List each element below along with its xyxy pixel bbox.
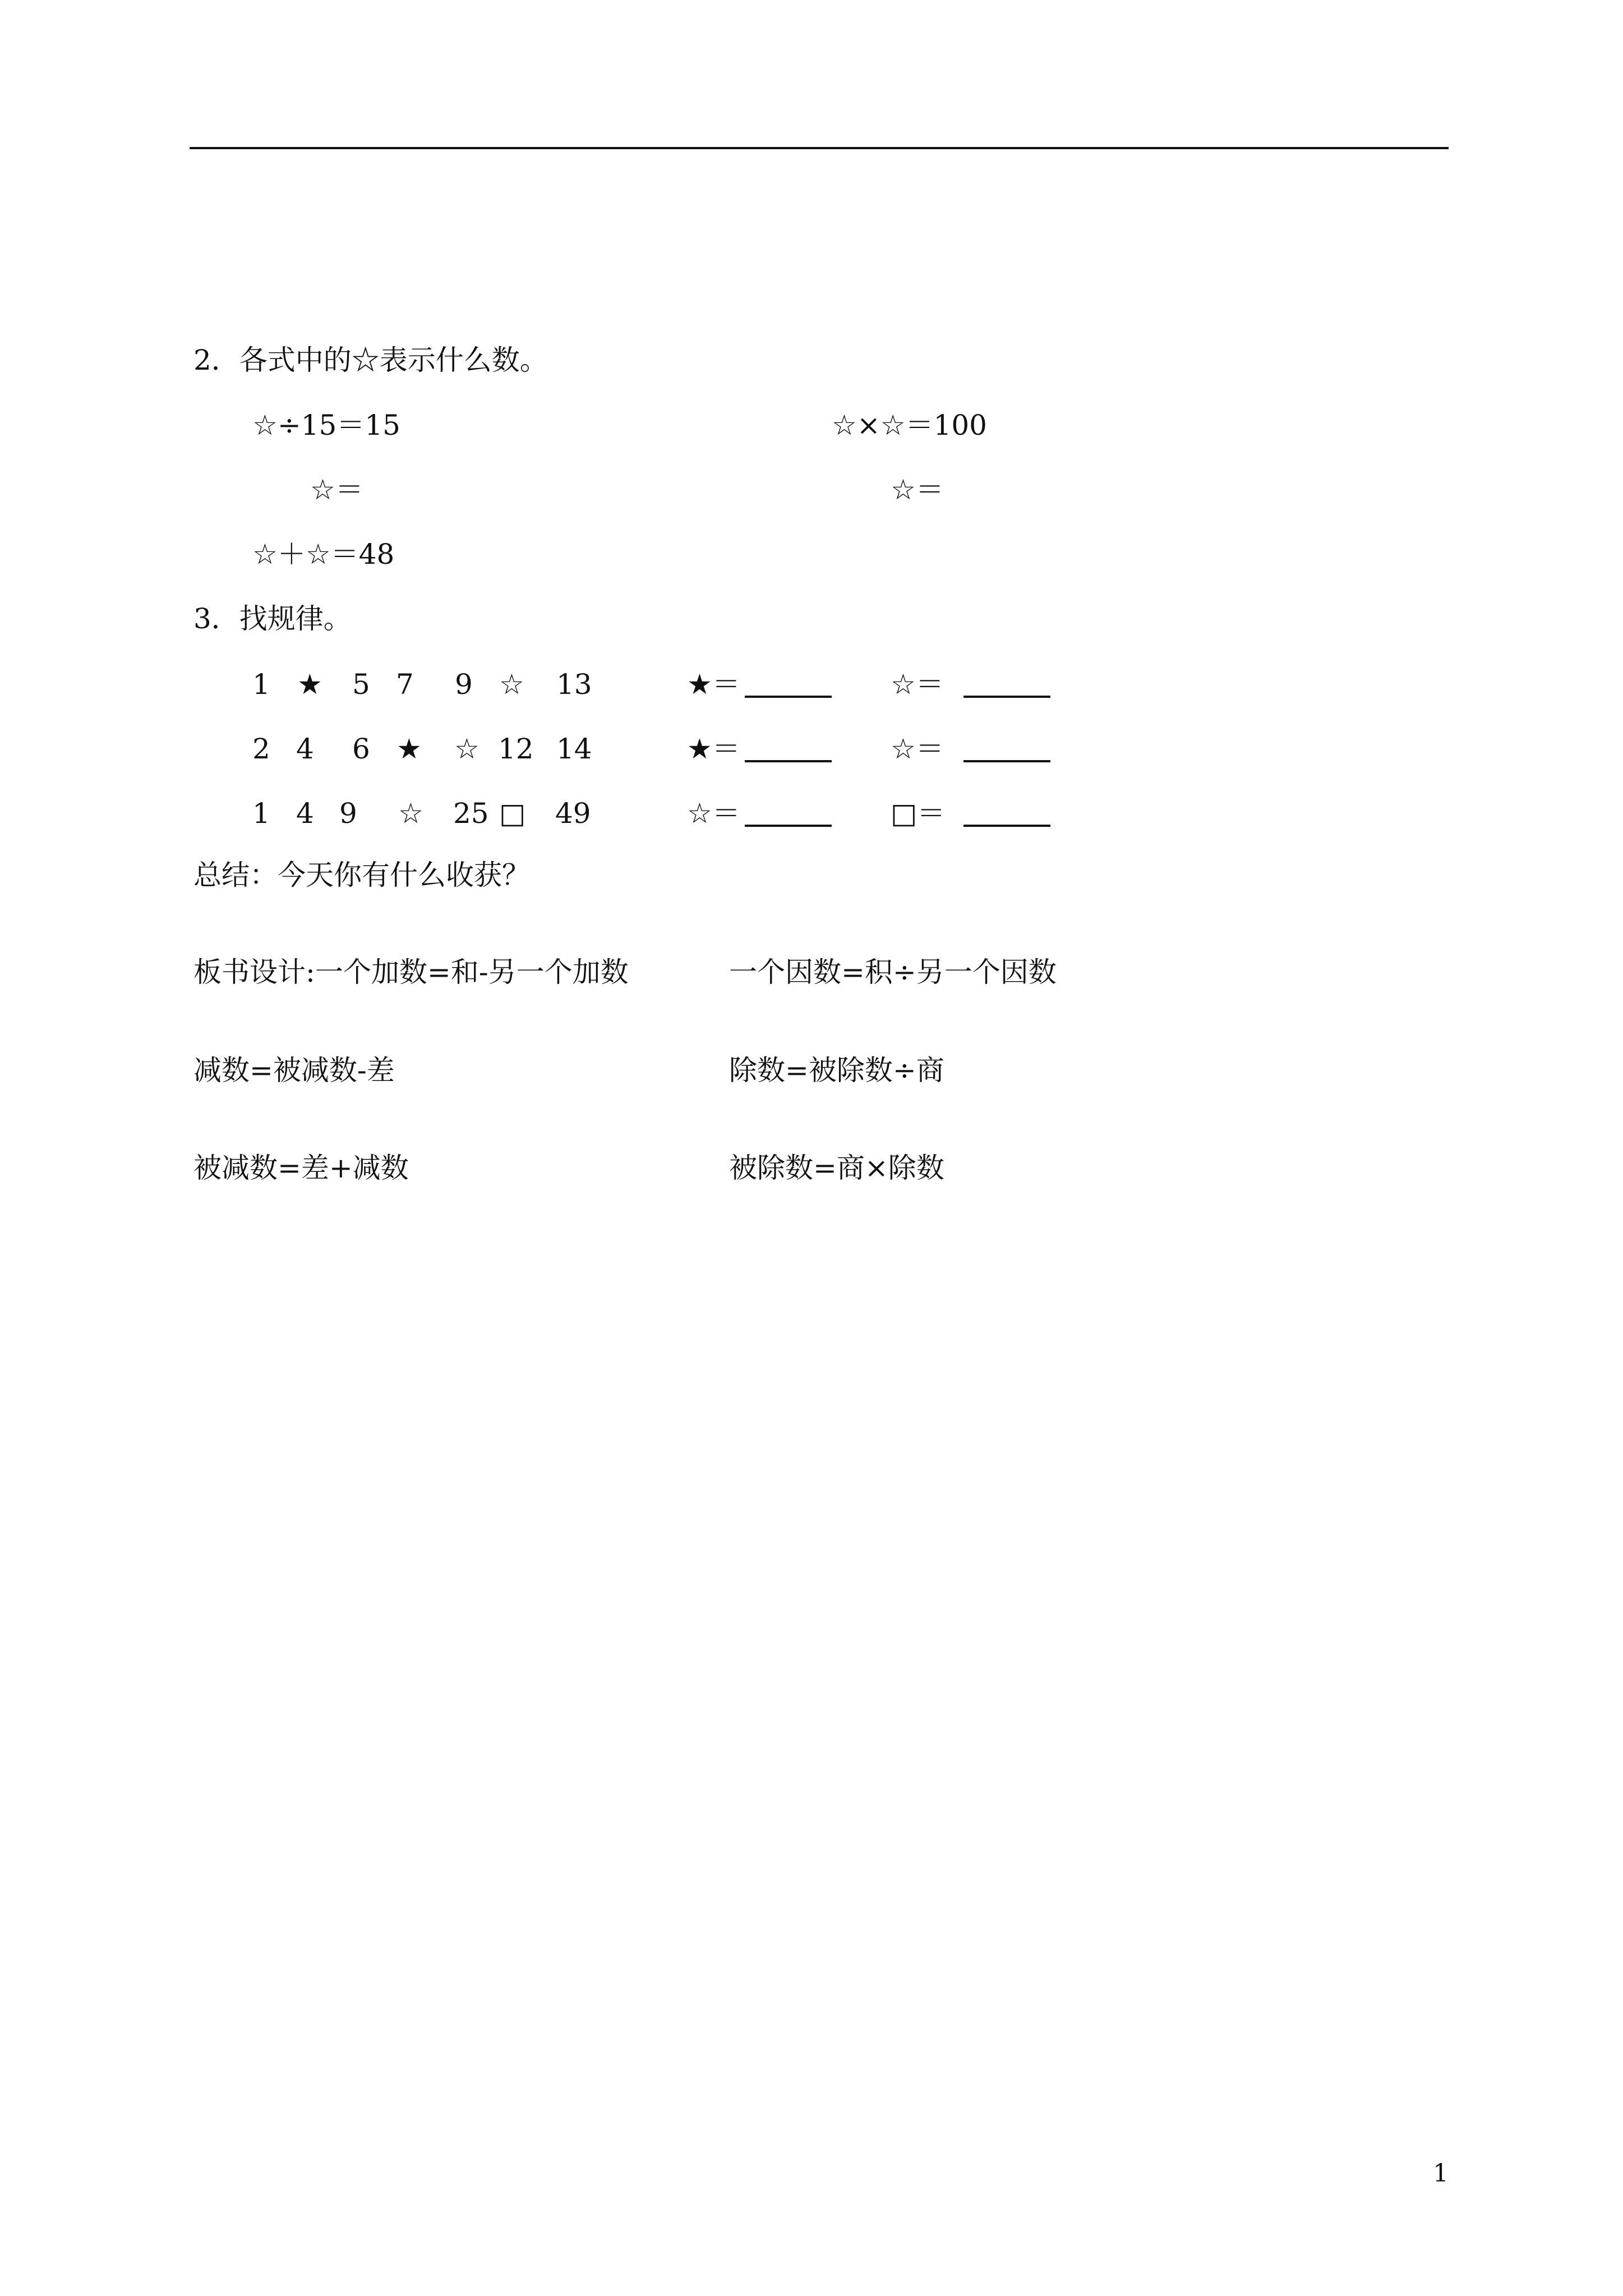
sequence-item: ☆ [454,733,479,765]
summary-question: 总结：今天你有什么收获？ [193,859,530,891]
equation-1: ☆÷15＝15 [252,409,400,441]
answer-blank [963,696,1050,698]
board-formula: 板书设计:一个加数=和-另一个加数 [193,956,629,988]
sequence-item: ★ [297,668,322,701]
sequence-item: 1 [252,797,270,830]
pattern-answer-label: ☆＝ [687,797,740,830]
sequence-item: 9 [339,797,357,830]
board-formula: 除数=被除数÷商 [729,1054,944,1087]
pattern-answer-label: ☆＝ [891,668,944,701]
answer-blank [745,760,832,762]
section-2-title: 2．各式中的☆表示什么数。 [193,344,548,376]
answer-blank [745,696,832,698]
pattern-answer-label: ☆＝ [891,733,944,765]
equation-2: ☆×☆＝100 [832,409,987,441]
pattern-answer-label: ★＝ [687,668,740,701]
board-formula: 减数=被减数-差 [193,1054,395,1087]
sequence-item: 12 [498,733,534,765]
board-formula: 被减数=差+减数 [193,1152,409,1184]
sequence-item: 13 [556,668,592,701]
sequence-item: □ [499,797,526,830]
equation-1-answer: ☆＝ [310,473,363,506]
pattern-answer-label: ★＝ [687,733,740,765]
sequence-item: 9 [455,668,473,701]
sequence-item: 4 [296,733,314,765]
page-number: 1 [1433,2159,1449,2188]
sequence-item: 49 [555,797,591,830]
sequence-item: 5 [352,668,370,701]
board-formula: 一个因数=积÷另一个因数 [729,956,1057,988]
sequence-item: 25 [453,797,489,830]
answer-blank [745,825,832,827]
sequence-item: 14 [556,733,592,765]
sequence-item: ★ [396,733,422,765]
sequence-item: 6 [352,733,370,765]
sequence-item: 7 [396,668,414,701]
sequence-item: ☆ [398,797,423,830]
sequence-item: 2 [252,733,270,765]
equation-2-answer: ☆＝ [891,473,944,506]
header-rule [190,147,1449,149]
equation-3: ☆＋☆＝48 [252,538,395,570]
answer-blank [963,825,1050,827]
board-formula: 被除数=商×除数 [729,1152,944,1184]
answer-blank [963,760,1050,762]
sequence-item: 1 [252,668,270,701]
sequence-item: 4 [296,797,314,830]
pattern-answer-label: □＝ [891,797,946,830]
sequence-item: ☆ [499,668,524,701]
section-3-title: 3．找规律。 [193,602,352,635]
